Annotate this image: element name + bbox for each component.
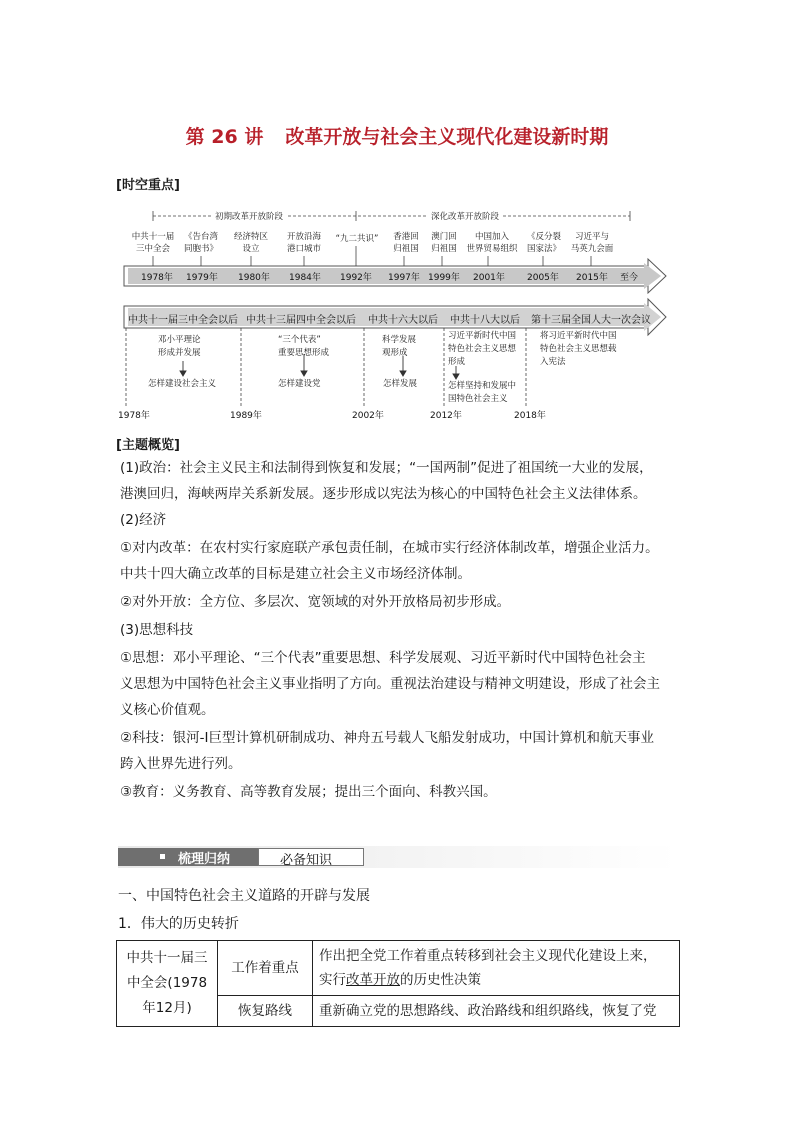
note-top: 习近平新时代中国 特色社会主义思想 形成 [448, 331, 517, 367]
event-label: 澳门回 归祖国 [431, 232, 457, 254]
year-label: 1992年 [340, 273, 372, 283]
overview-line: 跨入世界先进行列。 [120, 756, 242, 772]
table-cell-label: 工作着重点 [218, 941, 313, 996]
overview-line: ②科技：银河-Ⅰ巨型计算机研制成功、神舟五号载人飞船发射成功，中国计算机和航天事业 [120, 730, 654, 746]
overview-line: 义核心价值观。 [120, 702, 215, 718]
year-label: 1978年 [118, 411, 150, 421]
table-cell-text [313, 941, 680, 996]
year-label: 2018年 [514, 411, 546, 421]
note-top: “三个代表” 重要思想形成 [278, 335, 330, 358]
table-text-line [319, 968, 673, 992]
event-label: 经济特区 设立 [233, 232, 268, 254]
overview-line: 中共十四大确立改革的目标是建立社会主义市场经济体制。 [120, 566, 471, 582]
year-label: 至今 [620, 273, 639, 283]
bullet-icon [160, 854, 165, 859]
year-label: 1997年 [388, 273, 420, 283]
year-label: 2001年 [473, 273, 505, 283]
year-label: 1984年 [289, 273, 321, 283]
year-label: 1979年 [186, 273, 218, 283]
table-row [117, 941, 680, 996]
overview-line: (3)思想科技 [120, 622, 194, 638]
band-period: 第十三届全国人大一次会议 [531, 315, 651, 326]
note-bottom: 怎样发展 [383, 379, 418, 389]
overview-line: ③教育：义务教育、高等教育发展；提出三个面向、科教兴国。 [120, 784, 497, 800]
event-label: 中国加入 世界贸易组织 [466, 232, 518, 254]
year-label: 1989年 [230, 411, 262, 421]
overview-line: ②对外开放：全方位、多层次、宽领域的对外开放格局初步形成。 [120, 594, 511, 610]
event-label: 《告台湾 同胞书》 [183, 232, 218, 254]
table-cell-label: 恢复路线 [218, 996, 313, 1027]
event-label: 《反分裂 国家法》 [526, 232, 561, 254]
overview-line: ①对内改革：在农村实行家庭联产承包责任制，在城市实行经济体制改革，增强企业活力。 [120, 540, 659, 556]
year-label: 1980年 [238, 273, 270, 283]
section-heading: 一、中国特色社会主义道路的开辟与发展 [118, 888, 370, 904]
note-top: 科学发展 观形成 [382, 335, 417, 358]
table-text-line: 作出把全党工作着重点转移到社会主义现代化建设上来， [319, 948, 657, 964]
underlined-term: 改革开放 [346, 972, 400, 988]
year-label: 2015年 [576, 273, 608, 283]
band-period: 中共十六大以后 [368, 315, 438, 326]
text-fragment: 的历史性决策 [400, 972, 481, 988]
note-bottom: 怎样建设社会主义 [148, 379, 217, 389]
overview-line: (2)经济 [120, 512, 167, 528]
overview-line: (1)政治：社会主义民主和法制得到恢复和发展；“一国两制”促进了祖国统一大业的发展， [120, 460, 653, 476]
content-table [116, 940, 680, 1027]
note-top: 将习近平新时代中国 特色社会主义思想载 入宪法 [540, 331, 617, 367]
year-label: 1978年 [141, 273, 173, 283]
table-cell-text: 重新确立党的思想路线、政治路线和组织路线，恢复了党 [313, 996, 680, 1027]
event-label: “九二共识” [335, 234, 379, 244]
band-period: 中共十八大以后 [450, 315, 520, 326]
band-period: 中共十一届三中全会以后 [128, 315, 238, 326]
lesson-number: 第 26 讲 [185, 126, 264, 148]
section-banner [118, 846, 678, 868]
subsection-heading: 1．伟大的历史转折 [118, 916, 239, 932]
overview-line: 义思想为中国特色社会主义事业指明了方向。重视法治建设与精神文明建设，形成了社会主 [120, 676, 660, 692]
note-bottom: 怎样坚持和发展中 国特色社会主义 [448, 381, 517, 404]
year-label: 2002年 [352, 411, 384, 421]
year-label: 1999年 [428, 273, 460, 283]
phase-label-early: 初期改革开放阶段 [212, 210, 286, 222]
event-label: 香港回 归祖国 [393, 232, 419, 254]
year-label: 2012年 [430, 411, 462, 421]
band-period: 中共十三届四中全会以后 [246, 315, 356, 326]
note-top: 邓小平理论 形成并发展 [158, 335, 201, 358]
event-label: 习近平与 马英九会面 [570, 232, 614, 254]
year-label: 2005年 [527, 273, 559, 283]
overview-label: [主题概览] [116, 438, 180, 453]
overview-line: 港澳回归，海峡两岸关系新发展。逐步形成以宪法为核心的中国特色社会主义法律体系。 [120, 486, 647, 502]
overview-line: ①思想：邓小平理论、“三个代表”重要思想、科学发展观、习近平新时代中国特色社会主 [120, 650, 646, 666]
timeline-label: [时空重点] [116, 178, 180, 193]
event-label: 中共十一届 三中全会 [131, 232, 175, 254]
lesson-name: 改革开放与社会主义现代化建设新时期 [285, 126, 609, 148]
event-label: 开放沿海 港口城市 [286, 232, 321, 254]
table-cell-meeting: 中共十一届三中全会(1978年12月) [117, 941, 218, 1027]
page-title [0, 122, 794, 149]
text-fragment: 实行 [319, 972, 346, 988]
note-bottom: 怎样建设党 [278, 379, 321, 389]
banner-left-text: 梳理归纳 [178, 852, 231, 867]
phase-label-deep: 深化改革开放阶段 [428, 210, 502, 222]
banner-right-text: 必备知识 [280, 853, 333, 868]
